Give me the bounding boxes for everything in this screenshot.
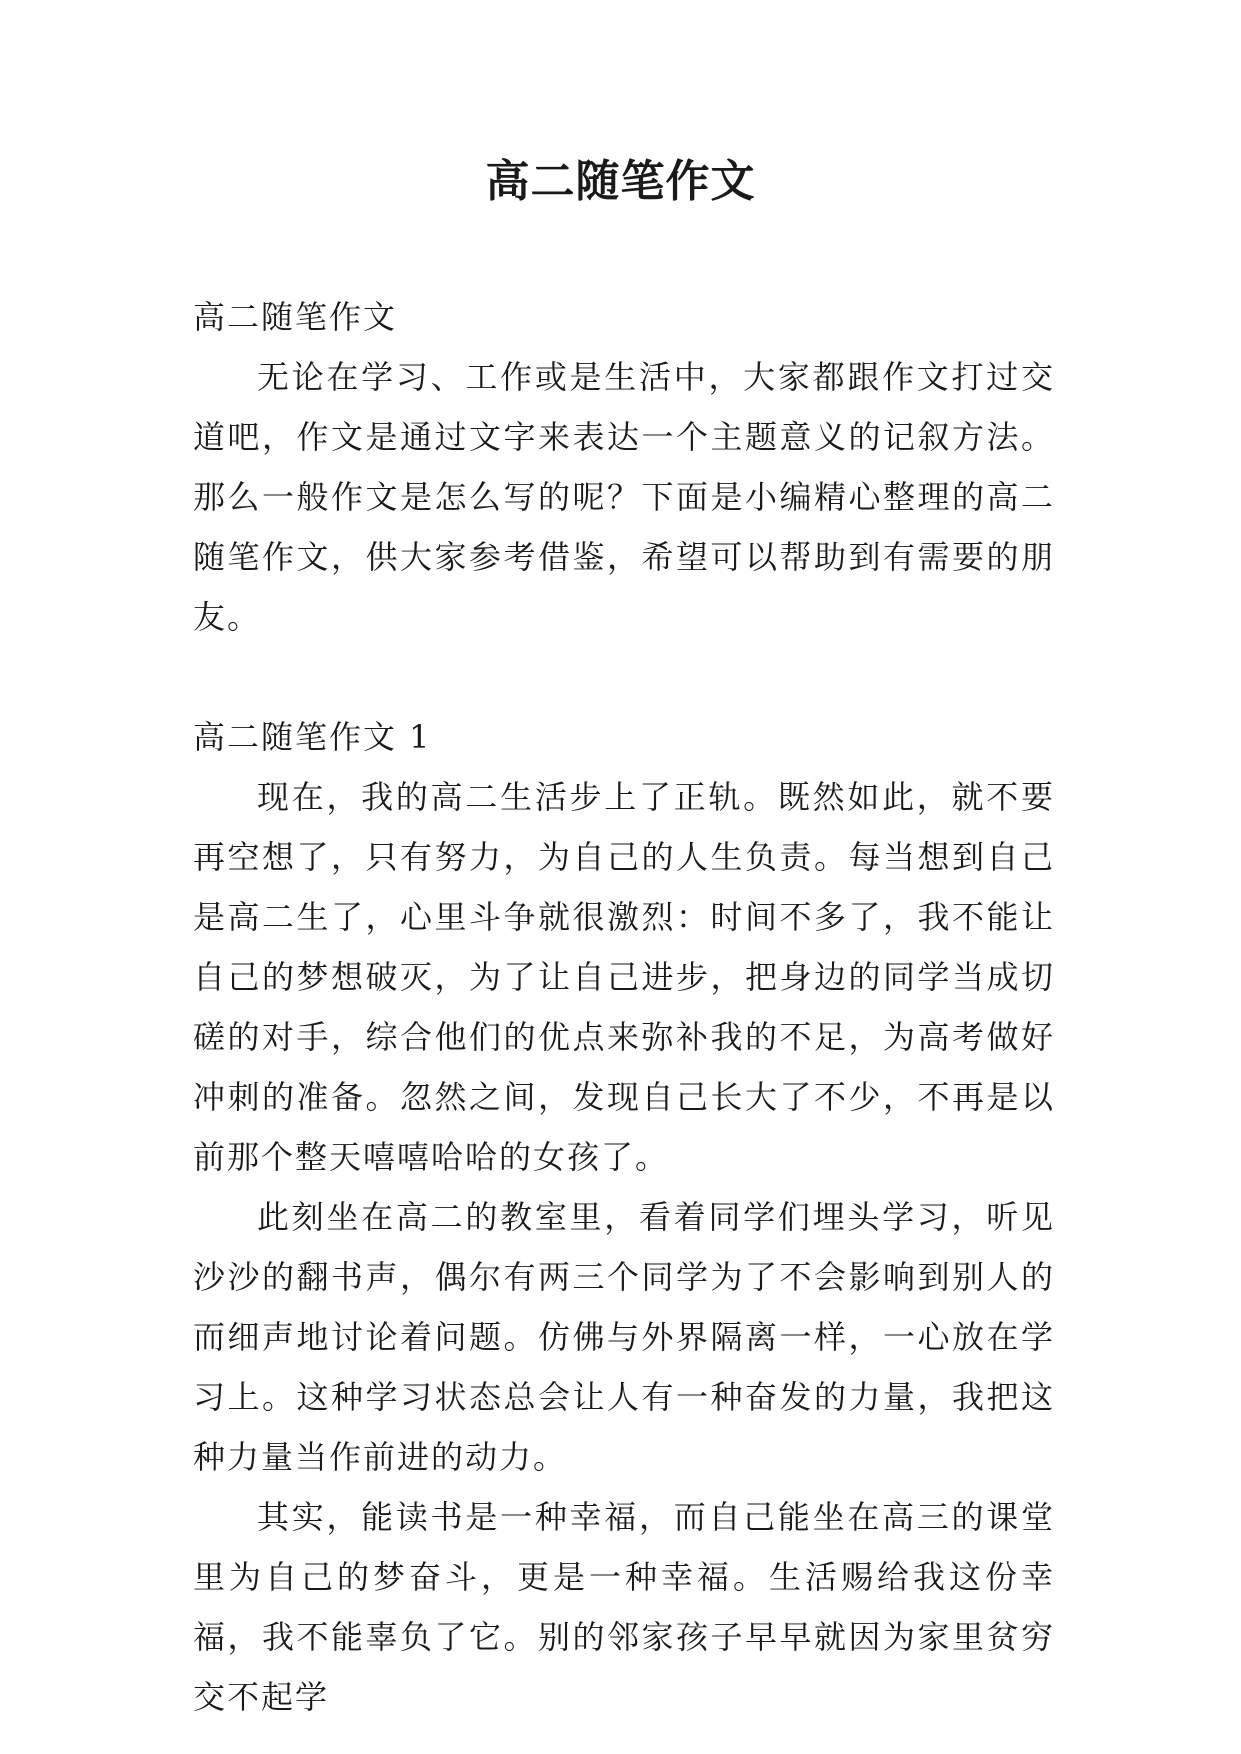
- intro-heading: 高二随笔作文: [193, 298, 398, 336]
- document-title: 高二随笔作文: [485, 156, 756, 207]
- section1-heading: 高二随笔作文 1: [193, 718, 432, 756]
- intro-paragraph: 无论在学习、工作或是生活中，大家都跟作文打过交道吧，作文是通过文字来表达一个主题意义的记叙方法。那么一般作文是怎么写的呢？下面是小编精心整理的高二随笔作文，供大家参考借鉴，希望可以帮助到有需要的朋友。: [193, 358, 1055, 636]
- section1-paragraph-3: 其实，能读书是一种幸福，而自己能坐在高三的课堂里为自己的梦奋斗，更是一种幸福。生活赐给我这份幸福，我不能辜负了它。别的邻家孩子早早就因为家里贫穷交不起学: [193, 1498, 1055, 1716]
- section1-paragraph-2: 此刻坐在高二的教室里，看着同学们埋头学习，听见沙沙的翻书声，偶尔有两三个同学为了不会影响到别人的而细声地讨论着问题。仿佛与外界隔离一样，一心放在学习上。这种学习状态总会让人有一种奋发的力量，我把这种力量当作前进的动力。: [193, 1198, 1055, 1476]
- section-spacer: [193, 647, 1055, 707]
- document-body: [193, 287, 1055, 1727]
- section1-paragraph-1: 现在，我的高二生活步上了正轨。既然如此，就不要再空想了，只有努力，为自己的人生负责。每当想到自己是高二生了，心里斗争就很激烈：时间不多了，我不能让自己的梦想破灭，为了让自己进步，把身边的同学当成切磋的对手，综合他们的优点来弥补我的不足，为高考做好冲刺的准备。忽然之间，发现自己长大了不少，不再是以前那个整天嘻嘻哈哈的女孩了。: [193, 778, 1055, 1176]
